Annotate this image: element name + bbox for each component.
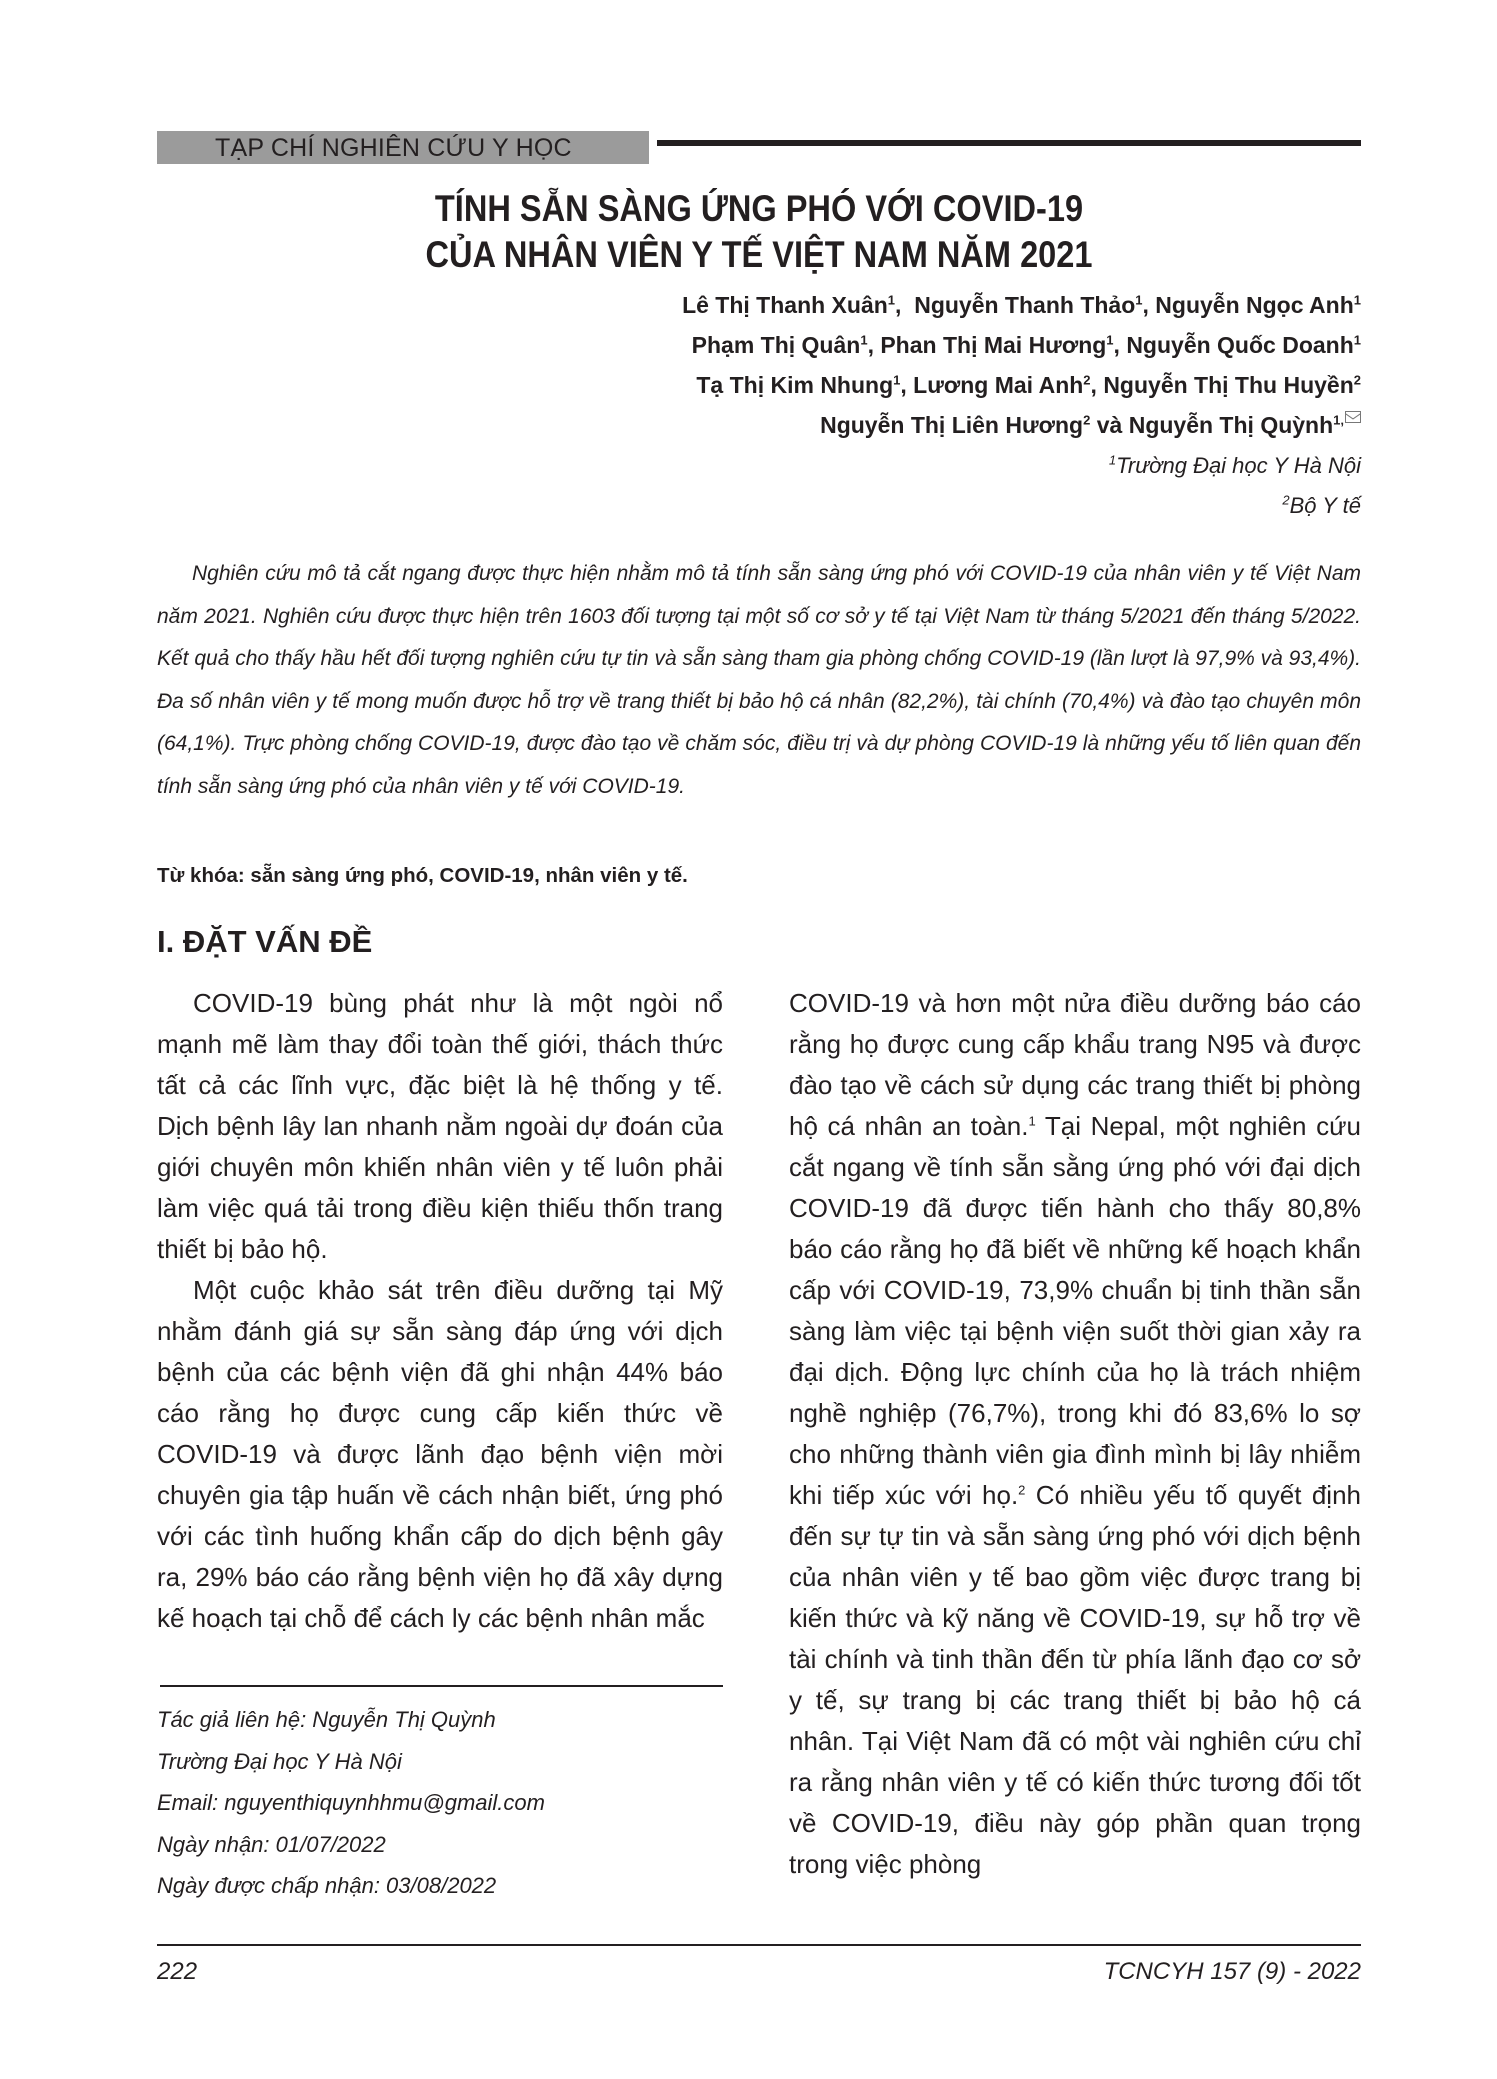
body-paragraph: Một cuộc khảo sát trên điều dưỡng tại Mỹ nhằm đánh giá sự sẵn sàng đáp ứng với dịch bệnh của các bệnh viện đã ghi nhận 44% báo cáo rằng họ được cung cấp kiến thức về COVID-19 và được lãnh đạo bệnh viện mời chuyên gia tập huấn về cách nhận biết, ứng phó với các tình huống khẩn cấp do dịch bệnh gây ra, 29% báo cáo rằng bệnh viện họ đã xây dựng kế hoạch tại chỗ để cách ly các bệnh nhân mắc xyxy=(157,1275,723,1633)
keywords: Từ khóa: sẵn sàng ứng phó, COVID-19, nhân viên y tế. xyxy=(157,864,688,887)
author-line xyxy=(682,285,1361,325)
title-line-2: CỦA NHÂN VIÊN Y TẾ VIỆT NAM NĂM 2021 xyxy=(425,234,1093,275)
author-line xyxy=(682,325,1361,365)
footnote-email[interactable]: Email: nguyenthiquynhhmu@gmail.com xyxy=(157,1790,545,1815)
author-name: Nguyễn Thị Quỳnh xyxy=(1128,412,1334,438)
citation-ref-1[interactable]: 1 xyxy=(1028,1113,1036,1129)
author-affiliation-marker: 1 xyxy=(893,372,901,388)
author-separator: , xyxy=(900,372,914,398)
author-name: Tạ Thị Kim Nhung xyxy=(696,372,894,398)
footer-rule xyxy=(157,1944,1361,1946)
body-text: Tại Nepal, một nghiên cứu cắt ngang về tính sẵn sằng ứng phó với đại dịch COVID-19 đã được tiến hành cho thấy 80,8% báo cáo rằng họ đã biết về những kế hoạch khẩn cấp với COVID-19, 73,9% chuẩn bị tinh thần sẵn sàng làm việc tại bệnh viện suốt thời gian xảy ra đại dịch. Động lực chính của họ là trách nhiệm nghề nghiệp (76,7%), trong khi đó 83,6% lo sợ cho những thành viên gia đình mình bị lây nhiễm khi tiếp xúc với họ. xyxy=(789,1111,1361,1510)
author-list xyxy=(682,285,1361,445)
body-column-right xyxy=(789,983,1361,1885)
author-line xyxy=(682,405,1361,445)
author-affiliation-marker: 1 xyxy=(1353,332,1361,348)
author-name: Phan Thị Mai Hương xyxy=(880,332,1107,358)
author-affiliation-marker: 2 xyxy=(1083,412,1091,428)
envelope-icon[interactable] xyxy=(1345,411,1361,423)
author-affiliation-marker: 1, xyxy=(1333,412,1344,428)
journal-header-band xyxy=(157,131,649,164)
correspondence-footnote xyxy=(157,1699,545,1907)
affiliation-2 xyxy=(1109,486,1361,526)
body-paragraph: COVID-19 bùng phát như là một ngòi nổ mạnh mẽ làm thay đổi toàn thế giới, thách thức tất cả các lĩnh vực, đặc biệt là hệ thống y tế. Dịch bệnh lây lan nhanh nằm ngoài dự đoán của giới chuyên môn khiến nhân viên y tế luôn phải làm việc quá tải trong điều kiện thiếu thốn trang thiết bị bảo hộ. xyxy=(157,988,723,1264)
affiliation-name: Trường Đại học Y Hà Nội xyxy=(1116,453,1361,478)
section-heading: I. ĐẶT VẤN ĐỀ xyxy=(157,924,373,959)
affiliation-marker: 2 xyxy=(1282,492,1290,508)
author-affiliation-marker: 1 xyxy=(1135,292,1143,308)
author-name: Nguyễn Quốc Doanh xyxy=(1126,332,1354,358)
author-name: Lê Thị Thanh Xuân xyxy=(682,292,888,318)
author-separator: , xyxy=(1113,332,1127,358)
header-rule xyxy=(657,140,1361,146)
author-affiliation-marker: 1 xyxy=(887,292,896,308)
author-name: Phạm Thị Quân xyxy=(691,332,861,358)
affiliation-name: Bộ Y tế xyxy=(1289,493,1361,518)
author-affiliation-marker: 2 xyxy=(1083,372,1091,388)
affiliation-1 xyxy=(1109,446,1361,486)
footnote-affiliation: Trường Đại học Y Hà Nội xyxy=(157,1748,402,1774)
author-affiliation-marker: 2 xyxy=(1353,372,1361,388)
body-text: COVID-19 và hơn một nửa điều dưỡng báo cáo rằng họ được cung cấp khẩu trang N95 và được đào tạo về cách sử dụng các trang thiết bị phòng hộ cá nhân an toàn. xyxy=(789,988,1361,1141)
author-affiliation-marker: 1 xyxy=(1106,332,1114,348)
journal-reference: TCNCYH 157 (9) - 2022 xyxy=(1103,1958,1361,1985)
title-line-1: TÍNH SẴN SÀNG ỨNG PHÓ VỚI COVID-19 xyxy=(434,188,1084,229)
footnote-divider xyxy=(160,1685,723,1687)
article-title xyxy=(229,186,1289,278)
author-name: Nguyễn Thanh Thảo xyxy=(914,292,1136,318)
footnote-author: Tác giả liên hệ: Nguyễn Thị Quỳnh xyxy=(157,1707,496,1732)
author-affiliation-marker: 1 xyxy=(1353,292,1361,308)
author-affiliation-marker: 1 xyxy=(860,332,868,348)
affiliation-marker: 1 xyxy=(1108,452,1117,468)
abstract: Nghiên cứu mô tả cắt ngang được thực hiện nhằm mô tả tính sẵn sàng ứng phó với COVID-19 của nhân viên y tế Việt Nam năm 2021. Nghiên cứu được thực hiện trên 1603 đối tượng tại một số cơ sở y tế tại Việt Nam từ tháng 5/2021 đến tháng 5/2022. Kết quả cho thấy hầu hết đối tượng nghiên cứu tự tin và sẵn sàng tham gia phòng chống COVID-19 (lần lượt là 97,9% và 93,4%). Đa số nhân viên y tế mong muốn được hỗ trợ về trang thiết bị bảo hộ cá nhân (82,2%), tài chính (70,4%) và đào tạo chuyên môn (64,1%). Trực phòng chống COVID-19, được đào tạo về chăm sóc, điều trị và dự phòng COVID-19 là những yếu tố liên quan đến tính sẵn sàng ứng phó của nhân viên y tế với COVID-19. xyxy=(157,562,1362,798)
body-column-left xyxy=(157,983,723,1639)
journal-name: TẠP CHÍ NGHIÊN CỨU Y HỌC xyxy=(215,134,572,162)
body-text: Có nhiều yếu tố quyết định đến sự tự tin và sẵn sàng ứng phó với dịch bệnh của nhân viên y tế bao gồm việc được trang bị kiến thức và kỹ năng về COVID-19, sự hỗ trợ về tài chính và tinh thần đến từ phía lãnh đạo cơ sở y tế, sự trang bị các trang thiết bị bảo hộ cá nhân. Tại Việt Nam đã có một vài nghiên cứu chỉ ra rằng nhân viên y tế có kiến thức tương đối tốt về COVID-19, điều này góp phần quan trọng trong việc phòng xyxy=(789,1480,1361,1879)
author-separator: , xyxy=(1142,292,1156,318)
author-name: Nguyễn Thị Thu Huyền xyxy=(1103,372,1354,398)
author-separator: , xyxy=(895,292,915,318)
body-paragraph xyxy=(789,983,1361,1885)
author-separator: và xyxy=(1090,412,1129,438)
author-line xyxy=(682,365,1361,405)
footnote-received-date: Ngày nhận: 01/07/2022 xyxy=(157,1831,386,1857)
footnote-accepted-date: Ngày được chấp nhận: 03/08/2022 xyxy=(157,1873,497,1898)
author-separator: , xyxy=(1090,372,1104,398)
affiliations xyxy=(1109,446,1361,526)
citation-ref-2[interactable]: 2 xyxy=(1018,1482,1026,1498)
author-name: Nguyễn Ngọc Anh xyxy=(1155,292,1354,318)
author-separator: , xyxy=(867,332,881,358)
author-name: Nguyễn Thị Liên Hương xyxy=(820,412,1084,438)
author-name: Lương Mai Anh xyxy=(913,372,1084,398)
page-number: 222 xyxy=(157,1958,198,1985)
